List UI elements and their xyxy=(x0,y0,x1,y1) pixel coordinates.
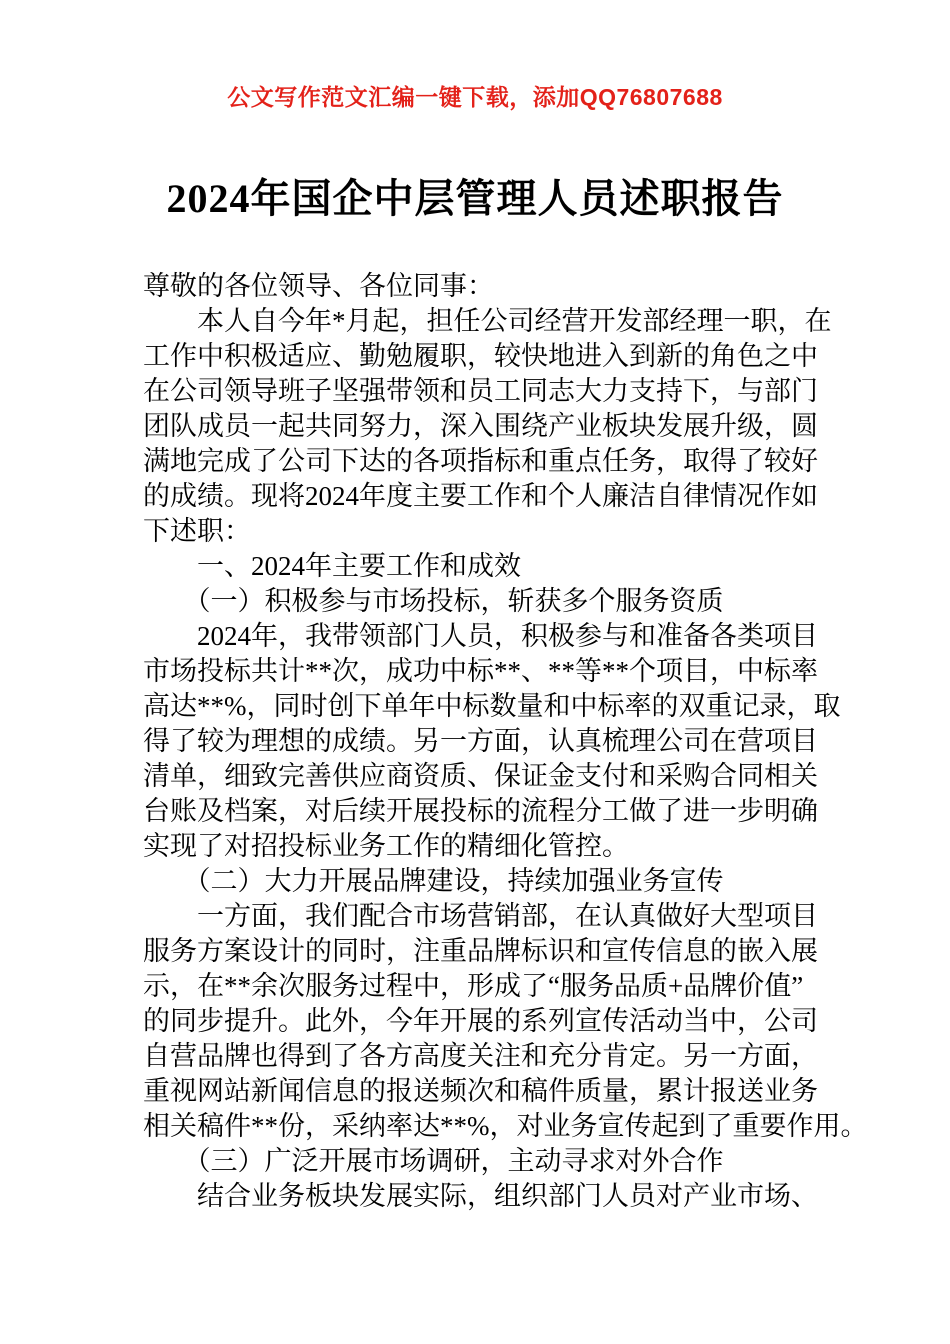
body-line: 市场投标共计**次，成功中标**、**等**个项目，中标率 xyxy=(143,656,818,686)
body-line: 在公司领导班子坚强带领和员工同志大力支持下，与部门 xyxy=(143,376,818,406)
body-line: 得了较为理想的成绩。另一方面，认真梳理公司在营项目 xyxy=(143,726,818,756)
body-line: 结合业务板块发展实际，组织部门人员对产业市场、 xyxy=(143,1181,818,1211)
body-line: （一）积极参与市场投标，斩获多个服务资质 xyxy=(143,586,724,616)
promo-text: 公文写作范文汇编一键下载，添加QQ76807688 xyxy=(227,84,723,110)
body-line: 团队成员一起共同努力，深入围绕产业板块发展升级，圆 xyxy=(143,411,818,441)
body-line: 台账及档案，对后续开展投标的流程分工做了进一步明确 xyxy=(143,796,818,826)
body-line: 下述职： xyxy=(143,516,251,546)
body-line: （三）广泛开展市场调研，主动寻求对外合作 xyxy=(143,1146,724,1176)
document-body xyxy=(143,269,868,1214)
body-line: 自营品牌也得到了各方高度关注和充分肯定。另一方面， xyxy=(143,1041,818,1071)
body-line: 示，在**余次服务过程中，形成了“服务品质+品牌价值” xyxy=(143,971,804,1001)
document-title: 2024年国企中层管理人员述职报告 xyxy=(166,176,784,221)
body-line: 一、2024年主要工作和成效 xyxy=(143,551,521,581)
body-line: 实现了对招投标业务工作的精细化管控。 xyxy=(143,831,629,861)
body-line: 高达**%，同时创下单年中标数量和中标率的双重记录，取 xyxy=(143,691,841,721)
body-line: 本人自今年*月起，担任公司经营开发部经理一职，在 xyxy=(143,306,832,336)
body-line: 工作中积极适应、勤勉履职，较快地进入到新的角色之中 xyxy=(143,341,818,371)
body-line: 尊敬的各位领导、各位同事： xyxy=(143,271,494,301)
body-line: 满地完成了公司下达的各项指标和重点任务，取得了较好 xyxy=(143,446,818,476)
body-line: （二）大力开展品牌建设，持续加强业务宣传 xyxy=(143,866,724,896)
body-line: 清单，细致完善供应商资质、保证金支付和采购合同相关 xyxy=(143,761,818,791)
body-line: 一方面，我们配合市场营销部，在认真做好大型项目 xyxy=(143,901,818,931)
body-line: 的同步提升。此外，今年开展的系列宣传活动当中，公司 xyxy=(143,1006,818,1036)
body-line: 相关稿件**份，采纳率达**%，对业务宣传起到了重要作用。 xyxy=(143,1111,868,1141)
body-line: 重视网站新闻信息的报送频次和稿件质量，累计报送业务 xyxy=(143,1076,818,1106)
body-line: 的成绩。现将2024年度主要工作和个人廉洁自律情况作如 xyxy=(143,481,818,511)
body-line: 2024年，我带领部门人员，积极参与和准备各类项目 xyxy=(143,621,818,651)
body-line: 服务方案设计的同时，注重品牌标识和宣传信息的嵌入展 xyxy=(143,936,818,966)
